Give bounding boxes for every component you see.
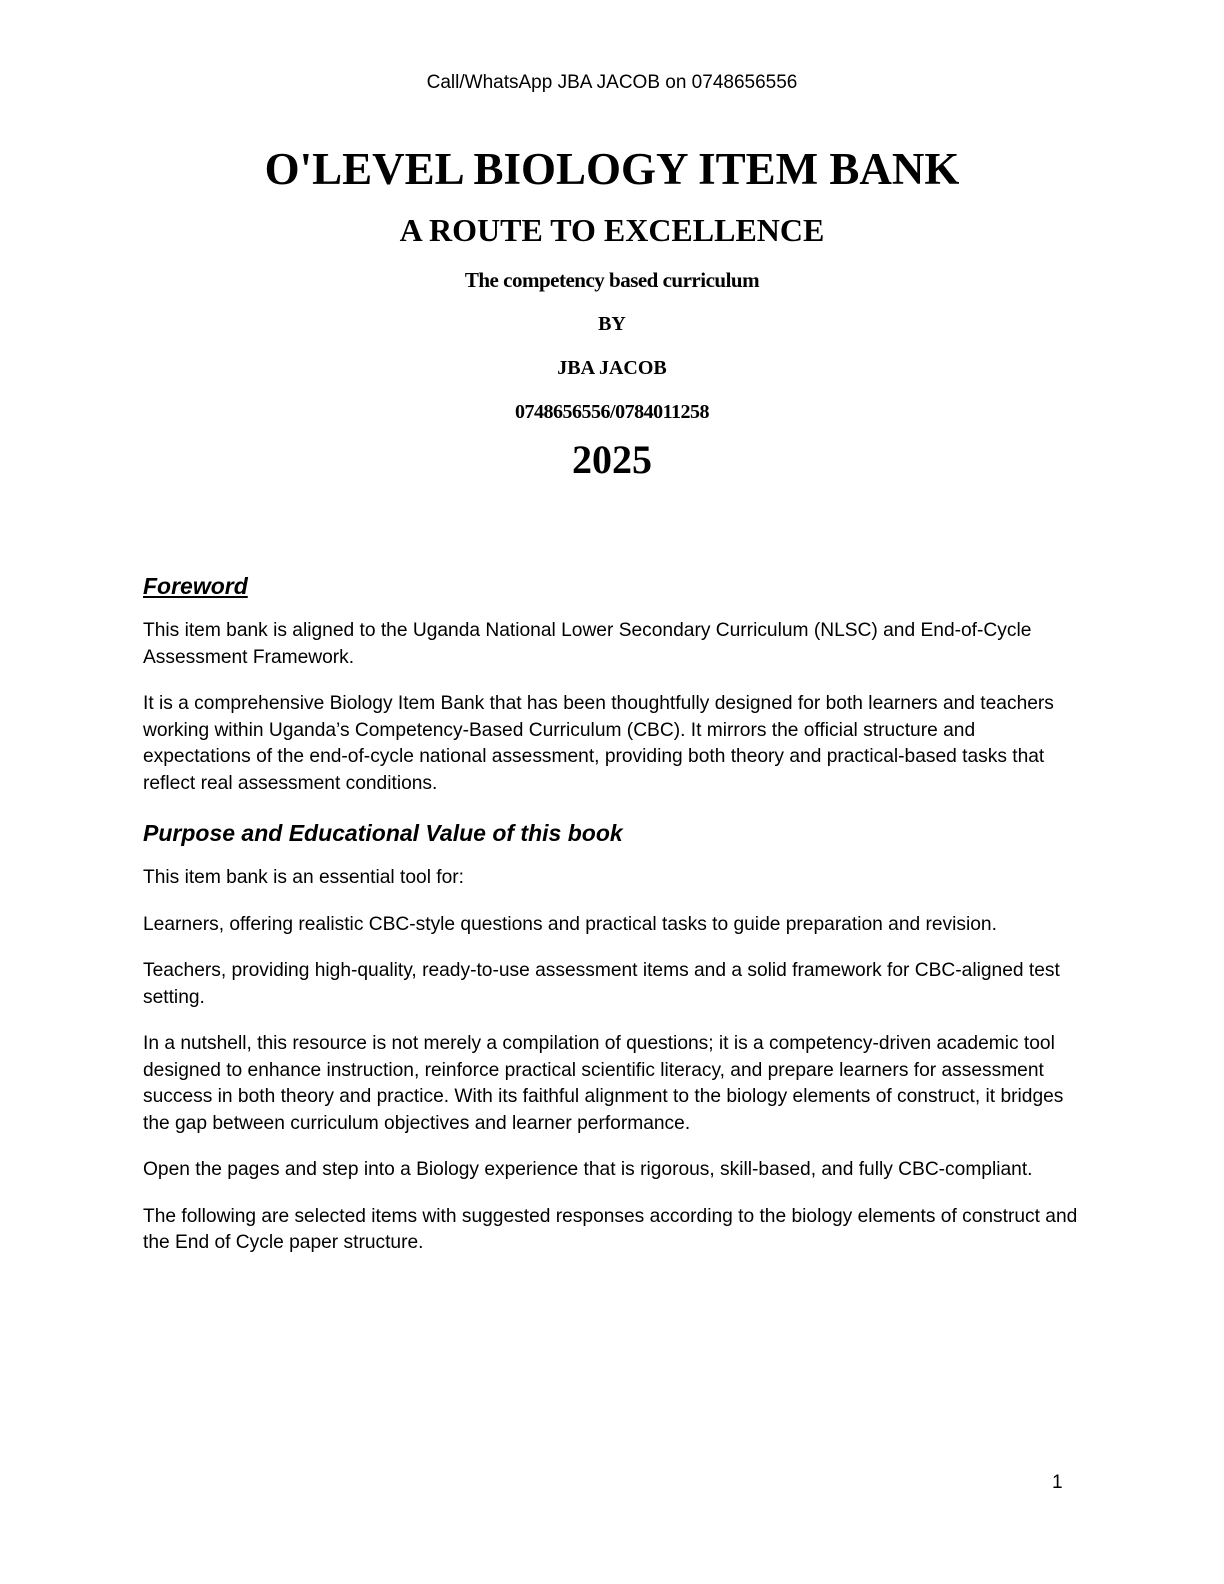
author-name: JBA JACOB bbox=[557, 357, 667, 379]
purpose-paragraph: In a nutshell, this resource is not merely a compilation of questions; it is a competency-driven academic tool designed to enhance instruction, reinforce practical scientific literacy, and prepare learners for assessment success in both theory and practice. With its faithful alignment to the biology elements of construct, it bridges the gap between curriculum objectives and learner performance. bbox=[143, 1033, 1064, 1134]
foreword-heading: Foreword bbox=[143, 573, 248, 599]
purpose-paragraph: The following are selected items with suggested responses according to the biology elements of construct and the End of Cycle paper structure. bbox=[143, 1205, 1078, 1253]
header-contact: Call/WhatsApp JBA JACOB on 0748656556 bbox=[426, 72, 798, 93]
publication-year: 2025 bbox=[572, 437, 652, 482]
purpose-paragraph: Open the pages and step into a Biology experience that is rigorous, skill-based, and fully CBC-compliant. bbox=[143, 1159, 1033, 1180]
by-line: BY bbox=[598, 313, 626, 335]
curriculum-line: The competency based curriculum bbox=[464, 268, 760, 292]
foreword-paragraph: This item bank is aligned to the Uganda National Lower Secondary Curriculum (NLSC) and End-of-Cycle Assessment Framework. bbox=[143, 620, 1032, 668]
cover-title-block bbox=[0, 140, 1224, 484]
author-phones: 0748656556/0784011258 bbox=[515, 401, 709, 423]
purpose-heading: Purpose and Educational Value of this book bbox=[143, 820, 623, 846]
purpose-paragraph: Learners, offering realistic CBC-style questions and practical tasks to guide preparation and revision. bbox=[143, 913, 997, 935]
document-subtitle: A ROUTE TO EXCELLENCE bbox=[399, 212, 825, 248]
foreword-paragraph: It is a comprehensive Biology Item Bank that has been thoughtfully designed for both learners and teachers working within Uganda’s Competency-Based Curriculum (CBC). It mirrors the official structure and expectations of the end-of-cycle national assessment, providing both theory and practical-based tasks that reflect real assessment conditions. bbox=[143, 693, 1054, 794]
body-content bbox=[143, 570, 1078, 1277]
purpose-paragraph: This item bank is an essential tool for: bbox=[143, 867, 465, 888]
document-title: O'LEVEL BIOLOGY ITEM BANK bbox=[264, 144, 960, 194]
purpose-paragraph: Teachers, providing high-quality, ready-to-use assessment items and a solid framework for CBC-aligned test setting. bbox=[143, 960, 1060, 1008]
page-number: 1 bbox=[1052, 1472, 1063, 1493]
